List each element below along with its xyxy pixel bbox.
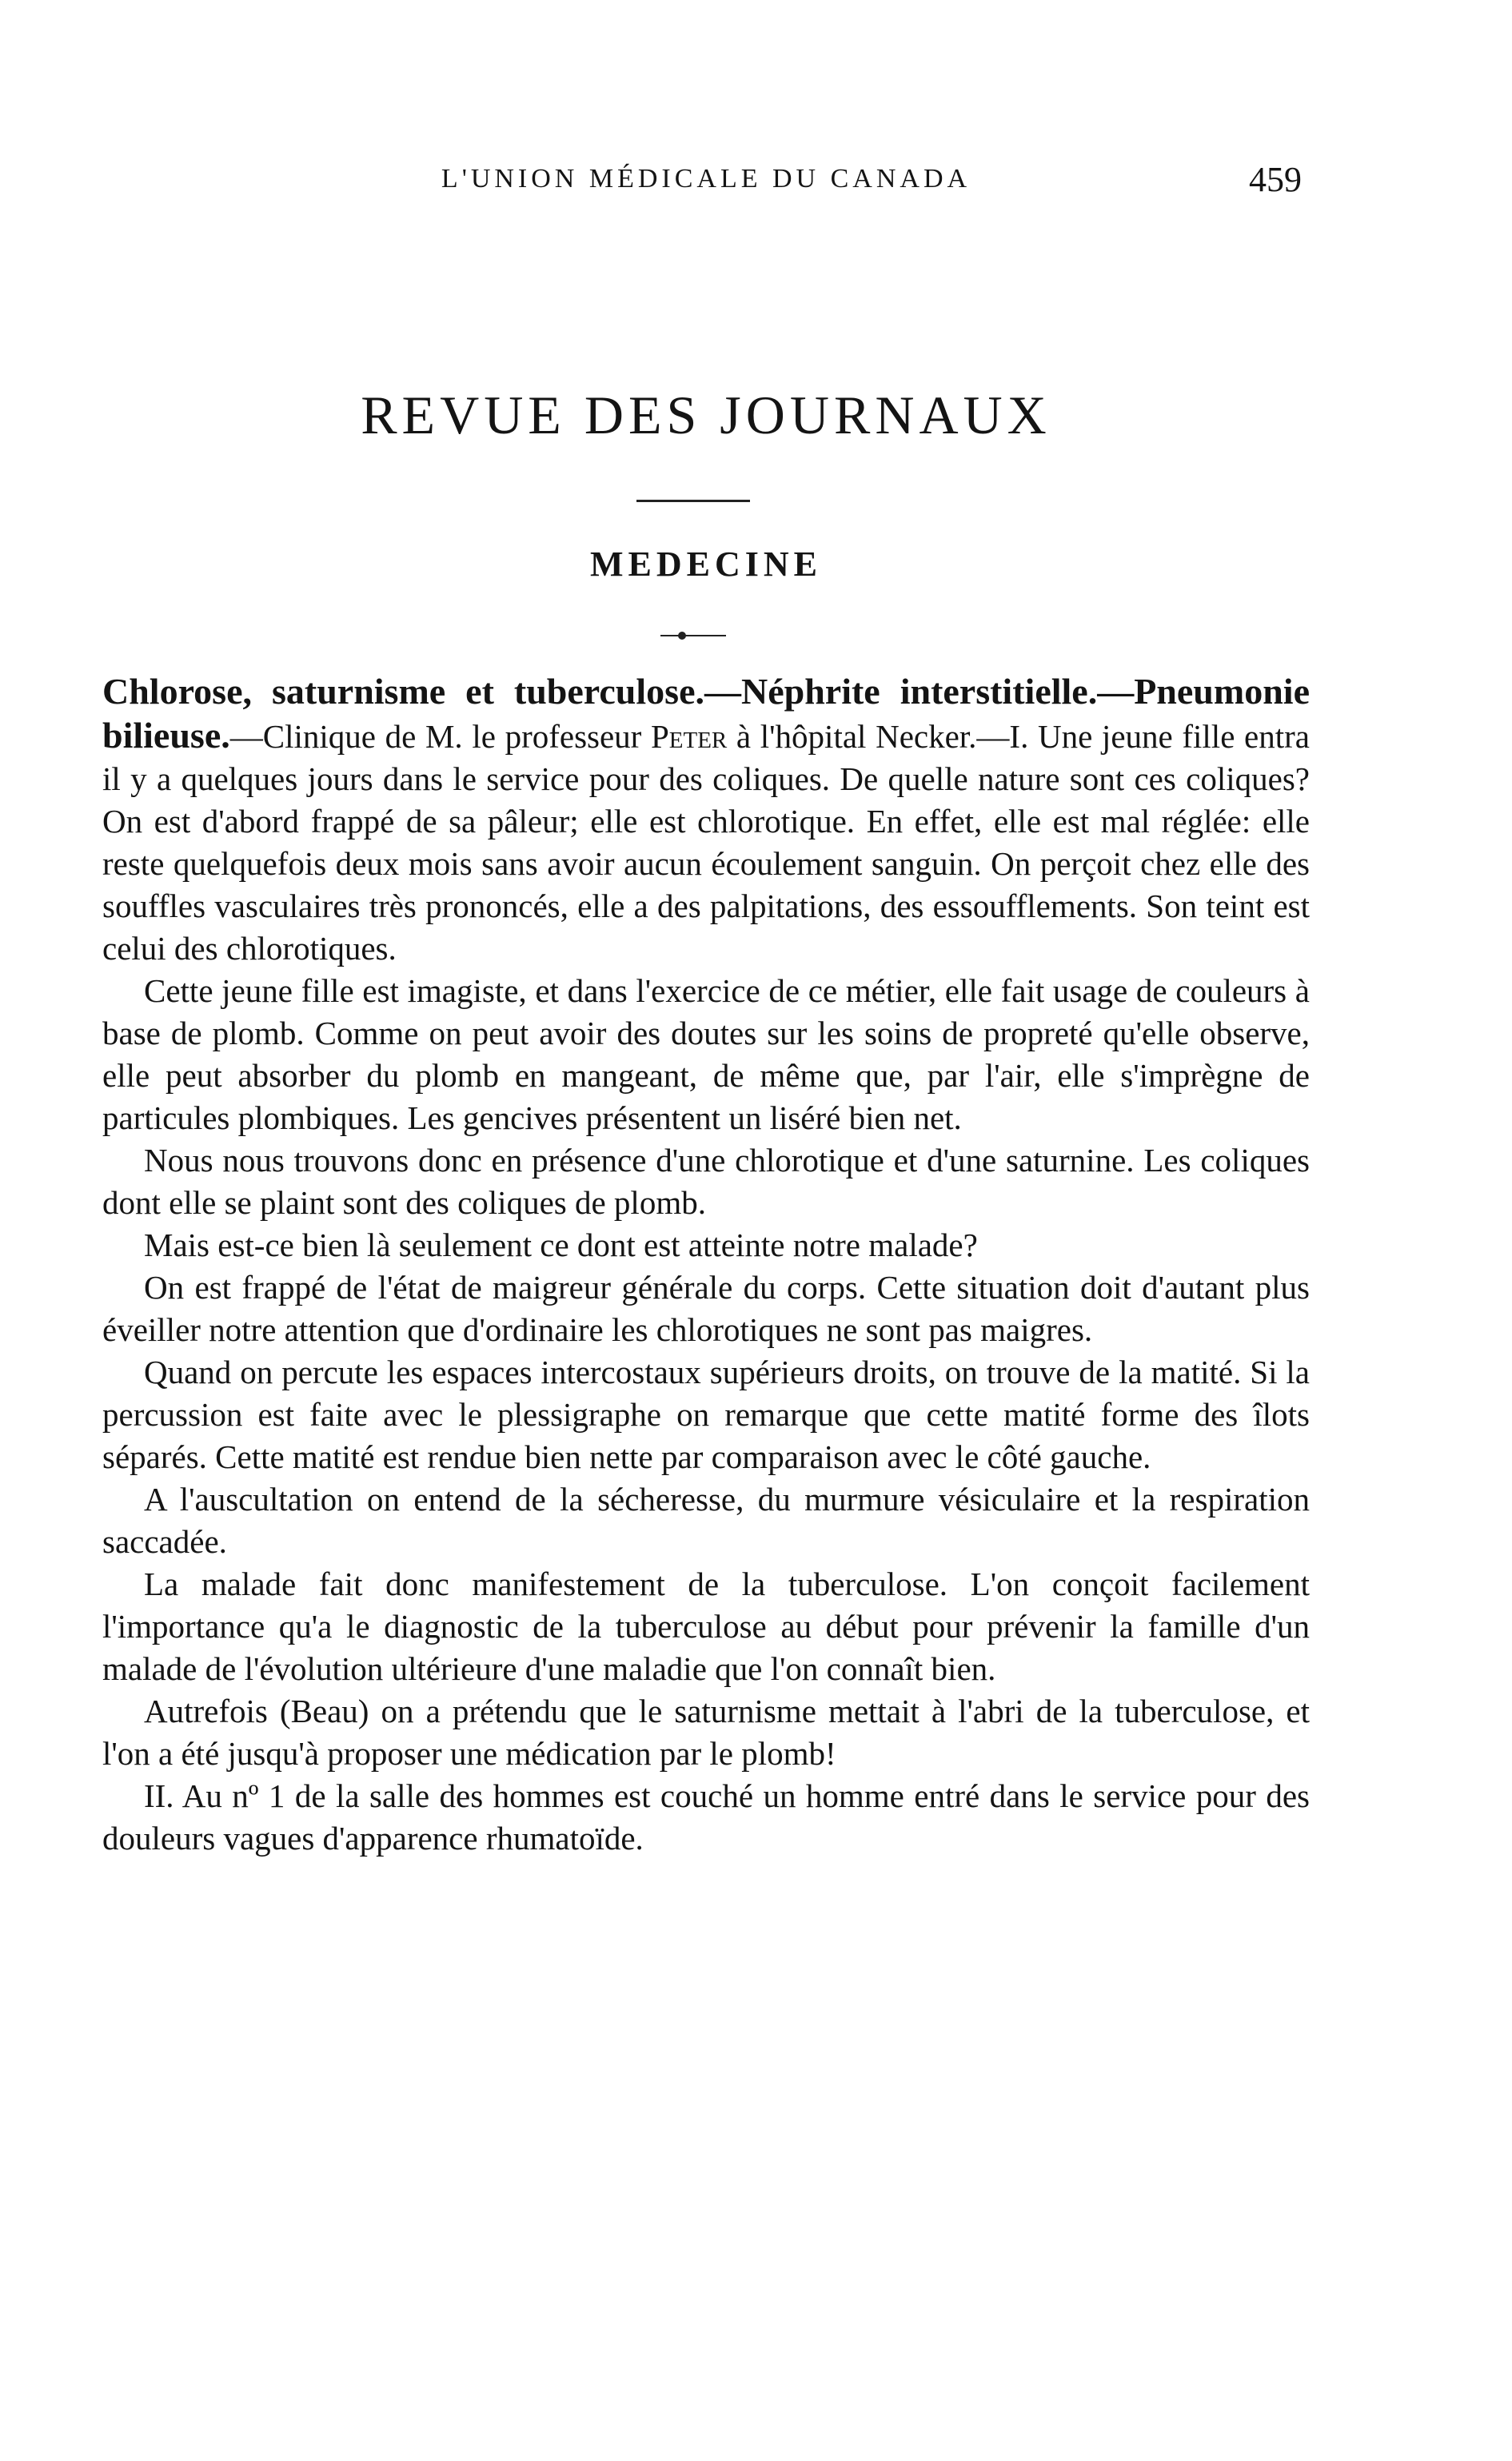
paragraph: A l'auscultation on entend de la sécheresse, du murmure vésiculaire et la respiration saccadée. bbox=[102, 1481, 1310, 1560]
article-intro-continuation: à l'hôpital Necker.—I. Une jeune fille entra il y a quelques jours dans le service pour des coliques. De quelle nature sont ces coliques? On est d'abord frappé de sa pâleur; elle est chlorotique. En effet, elle est mal réglée: elle reste quelquefois deux mois sans avoir aucun écoulement sanguin. On perçoit chez elle des souffles vasculaires très prononcés, elle a des palpitations, des essoufflements. Son teint est celui des chlorotiques. bbox=[102, 718, 1310, 967]
page-number: 459 bbox=[1249, 160, 1302, 199]
paragraph: Quand on percute les espaces intercostaux supérieurs droits, on trouve de la matité. Si la percussion est faite avec le plessigraphe on remarque que cette matité forme des îlots séparés. Cette matité est rendue bien nette par comparaison avec le côté gauche. bbox=[102, 1354, 1310, 1475]
paragraph: Autrefois (Beau) on a prétendu que le saturnisme mettait à l'abri de la tuberculose, et l'on a été jusqu'à proposer une médication par le plomb! bbox=[102, 1693, 1310, 1772]
paragraph: Nous nous trouvons donc en présence d'une chlorotique et d'une saturnine. Les coliques dont elle se plaint sont des coliques de plomb. bbox=[102, 1142, 1310, 1221]
journal-running-title: L'UNION MÉDICALE DU CANADA bbox=[441, 164, 971, 193]
article-intro-text: —Clinique de M. le professeur bbox=[229, 718, 651, 755]
section-title: REVUE DES JOURNAUX bbox=[361, 385, 1051, 445]
article-body bbox=[102, 670, 1310, 1860]
paragraph: La malade fait donc manifestement de la tuberculose. L'on conçoit facilement l'importance qu'a le diagnostic de la tuberculose au début pour prévenir la famille d'un malade de l'évolution ultérieure d'une maladie que l'on connaît bien. bbox=[102, 1566, 1310, 1687]
paragraph: Cette jeune fille est imagiste, et dans l'exercice de ce métier, elle fait usage de couleurs à base de plomb. Comme on peut avoir des doutes sur les soins de propreté qu'elle observe, elle peut absorber du plomb en mangeant, de même que, par l'air, elle s'imprègne de particules plombiques. Les gencives présentent un liséré bien net. bbox=[102, 972, 1310, 1136]
document-page bbox=[102, 0, 1310, 2461]
article-opening-paragraph bbox=[102, 670, 1310, 970]
ornamental-divider bbox=[660, 632, 726, 640]
article-heading: Chlorose, saturnisme et tuberculose.—Néphrite interstitielle.—Pneumonie bilieuse. bbox=[102, 671, 1310, 756]
title-divider-rule bbox=[636, 500, 750, 502]
paragraph: On est frappé de l'état de maigreur générale du corps. Cette situation doit d'autant plus éveiller notre attention que d'ordinaire les chlorotiques ne sont pas maigres. bbox=[102, 1269, 1310, 1348]
paragraph: II. Au nº 1 de la salle des hommes est couché un homme entré dans le service pour des douleurs vagues d'apparence rhumatoïde. bbox=[102, 1777, 1310, 1857]
running-head bbox=[102, 160, 1310, 204]
subsection-title: MEDECINE bbox=[589, 544, 823, 584]
paragraph: Mais est-ce bien là seulement ce dont est atteinte notre malade? bbox=[144, 1227, 978, 1263]
professor-name: Peter bbox=[650, 718, 728, 755]
